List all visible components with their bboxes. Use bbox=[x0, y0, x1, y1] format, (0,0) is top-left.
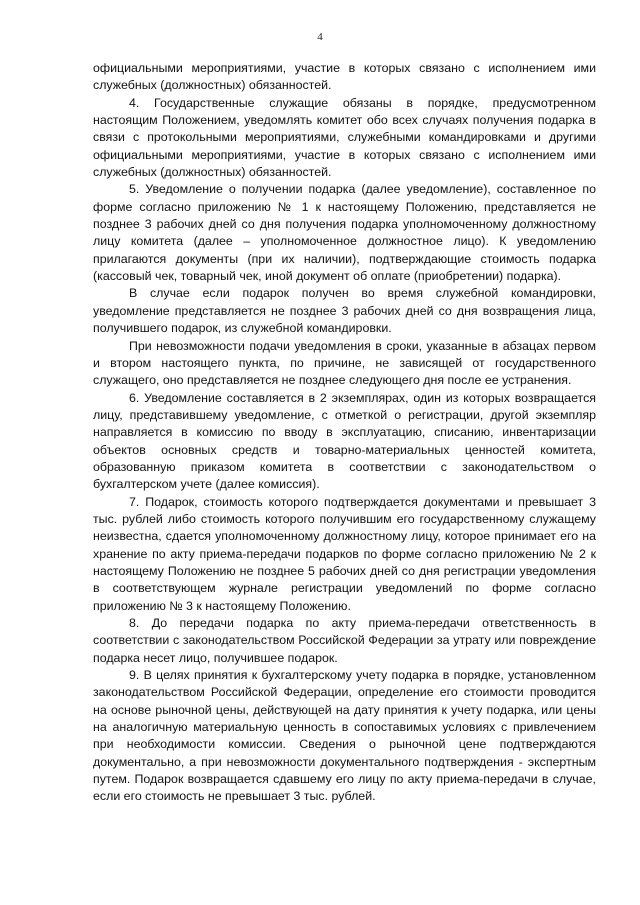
paragraph-business-trip: В случае если подарок получен во время служебной командировки, уведомление представляется не позднее 3 рабочих дней со дня возвращения лица, получившего подарок, из служебной командировки. bbox=[93, 286, 596, 336]
paragraph-item-6: 6. Уведомление составляется в 2 экземплярах, один из которых возвращается лицу, представившему уведомление, с отметкой о регистрации, другой экземпляр направляется в комиссию по вводу в эксплуатацию, списанию, инвентаризации объектов основных средств и товарно-материальных ценностей комитета, образованную приказом комитета в соответствии с законодательством о бухгалтерском учете (далее комиссия). bbox=[93, 390, 596, 492]
document-body bbox=[93, 60, 596, 806]
page-number: 4 bbox=[317, 31, 323, 43]
paragraph-item-7: 7. Подарок, стоимость которого подтверждается документами и превышает 3 тыс. рублей либо стоимость которого получившим его государственному служащему неизвестна, сдается уполномоченному должностному лицу, которое принимает его на хранение по акту приема-передачи подарков по форме согласно приложению № 2 к настоящему Положению не позднее 5 рабочих дней со дня регистрации уведомления в соответствующем журнале регистрации уведомлений по форме согласно приложению № 3 к настоящему Положению. bbox=[93, 494, 596, 613]
paragraph-impossibility: При невозможности подачи уведомления в сроки, указанные в абзацах первом и втором настоящего пункта, по причине, не зависящей от государственного служащего, оно представляется не позднее следующего дня после ее устранения. bbox=[93, 338, 596, 388]
paragraph-item-4: 4. Государственные служащие обязаны в порядке, предусмотренном настоящим Положением, уведомлять комитет обо всех случаях получения подарка в связи с протокольными мероприятиями, служебными командировками и другими официальными мероприятиями, участие в которых связано с исполнением ими служебных (должностных) обязанностей. bbox=[93, 95, 596, 180]
paragraph-item-5: 5. Уведомление о получении подарка (далее уведомление), составленное по форме согласно приложению № 1 к настоящему Положению, представляется не позднее 3 рабочих дней со дня получения подарка уполномоченному должностному лицу комитета (далее – уполномоченное должностное лицо). К уведомлению прилагаются документы (при их наличии), подтверждающие стоимость подарка (кассовый чек, товарный чек, иной документ об оплате (приобретении) подарка). bbox=[93, 182, 596, 284]
paragraph-item-8: 8. До передачи подарка по акту приема-передачи ответственность в соответствии с законодательством Российской Федерации за утрату или повреждение подарка несет лицо, получившее подарок. bbox=[93, 616, 596, 665]
paragraph-continuation: официальными мероприятиями, участие в которых связано с исполнением ими служебных (должностных) обязанностей. bbox=[93, 61, 596, 93]
paragraph-item-9: 9. В целях принятия к бухгалтерскому учету подарка в порядке, установленном законодательством Российской Федерации, определение его стоимости проводится на основе рыночной цены, действующей на дату принятия к учету подарка, или цены на аналогичную материальную ценность в сопоставимых условиях с привлечением при необходимости комиссии. Сведения о рыночной цене подтверждаются документально, а при невозможности документального подтверждения - экспертным путем. Подарок возвращается сдавшему его лицу по акту приема-передачи в случае, если его стоимость не превышает 3 тыс. рублей. bbox=[93, 668, 596, 804]
